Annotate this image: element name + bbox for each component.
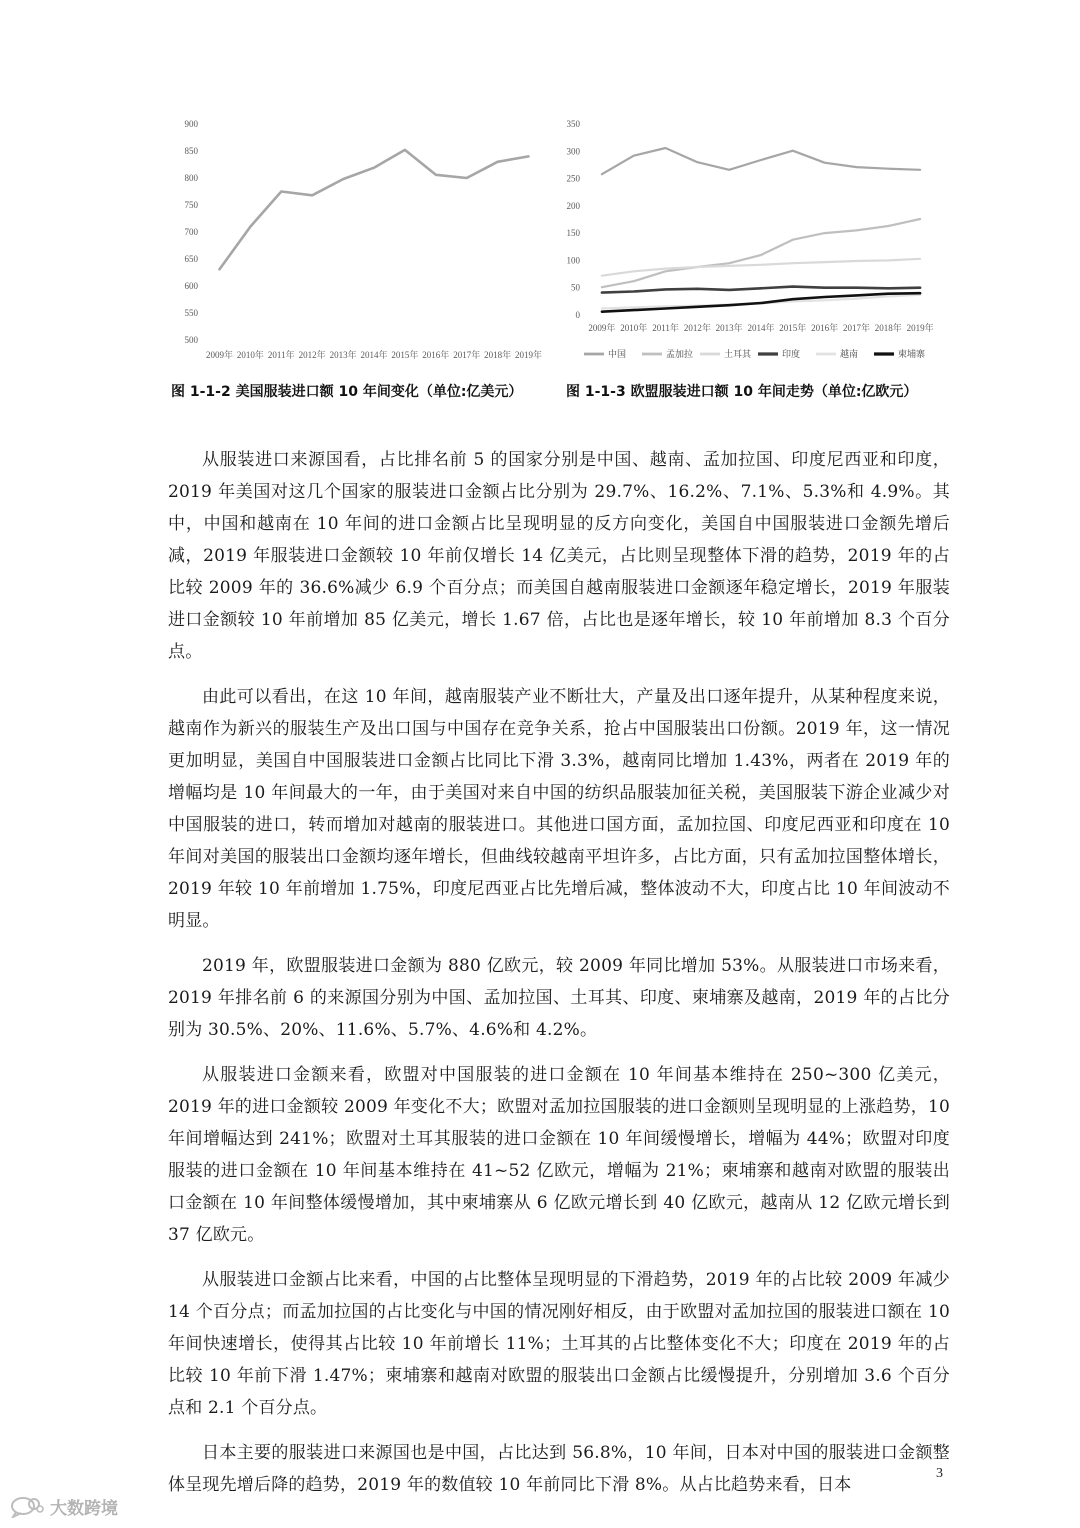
x-tick-label: 2012年 bbox=[298, 350, 326, 360]
y-tick-label: 100 bbox=[566, 255, 580, 266]
series-line-eu-4 bbox=[602, 295, 920, 309]
x-tick-label: 2018年 bbox=[874, 323, 902, 333]
x-tick-label: 2015年 bbox=[779, 323, 807, 333]
x-tick-label: 2014年 bbox=[747, 323, 775, 333]
series-line-eu-5 bbox=[602, 293, 920, 312]
legend-label: 印度 bbox=[782, 350, 801, 360]
x-tick-label: 2011年 bbox=[652, 323, 679, 333]
y-tick-label: 50 bbox=[571, 282, 580, 293]
eu-import-chart bbox=[556, 112, 946, 370]
x-tick-label: 2009年 bbox=[205, 350, 233, 360]
x-tick-label: 2011年 bbox=[267, 350, 295, 360]
watermark-text: 大数跨境 bbox=[50, 1499, 118, 1519]
y-tick-label: 200 bbox=[566, 200, 580, 211]
legend-label: 中国 bbox=[608, 350, 627, 360]
x-tick-label: 2012年 bbox=[683, 323, 711, 333]
legend-label: 柬埔寨 bbox=[898, 350, 926, 360]
legend-label: 孟加拉 bbox=[666, 350, 694, 360]
legend-label: 越南 bbox=[840, 350, 859, 360]
y-tick-label: 550 bbox=[184, 308, 198, 318]
x-tick-label: 2019年 bbox=[515, 350, 543, 360]
paragraph: 从服装进口来源国看，占比排名前 5 的国家分别是中国、越南、孟加拉国、印度尼西亚和印度，2019 年美国对这几个国家的服装进口金额占比分别为 29.7%、16.2%、7.1%、5.3%和 4.9%。其中，中国和越南在 10 年间的进口金额占比呈现明显的反方向变化，美国自中国服装进口金额先增后减，2019 年服装进口金额较 10 年前仅增长 14 亿美元，占比则呈现整体下滑的趋势，2019 年的占比较 2009 年的 36.6%减少 6.9 个百分点；而美国自越南服装进口金额逐年稳定增长，2019 年服装进口金额较 10 年前增加 85 亿美元，增长 1.67 倍，占比也是逐年增长，较 10 年前增加 8.3 个百分点。 bbox=[168, 450, 950, 662]
y-tick-label: 900 bbox=[184, 119, 198, 129]
article-body bbox=[168, 444, 950, 1514]
y-tick-label: 300 bbox=[566, 146, 580, 157]
x-tick-label: 2017年 bbox=[842, 323, 870, 333]
series-line-eu-1 bbox=[602, 219, 920, 287]
y-tick-label: 750 bbox=[184, 200, 198, 210]
x-tick-label: 2019年 bbox=[906, 323, 934, 333]
watermark bbox=[10, 1494, 118, 1519]
x-tick-label: 2009年 bbox=[588, 323, 616, 333]
y-tick-label: 650 bbox=[184, 254, 198, 264]
x-tick-label: 2014年 bbox=[360, 350, 388, 360]
speech-bubble-logo-icon bbox=[10, 1496, 44, 1518]
paragraph: 日本主要的服装进口来源国也是中国，占比达到 56.8%，10 年间，日本对中国的服装进口金额整体呈现先增后降的趋势，2019 年的数值较 10 年前同比下滑 8%。从占比趋势来看，日本 bbox=[168, 1443, 950, 1495]
paragraph: 由此可以看出，在这 10 年间，越南服装产业不断壮大，产量及出口逐年提升，从某种程度来说，越南作为新兴的服装生产及出口国与中国存在竞争关系，抢占中国服装出口份额。2019 年，这一情况更加明显，美国自中国服装进口金额占比同比下滑 3.3%，越南同比增加 1.43%，两者在 2019 年的增幅均是 10 年间最大的一年，由于美国对来自中国的纺织品服装加征关税，美国服装下游企业减少对中国服装的进口，转而增加对越南的服装进口。其他进口国方面，孟加拉国、印度尼西亚和印度在 10 年间对美国的服装出口金额均逐年增长，但曲线较越南平坦许多，占比方面，只有孟加拉国整体增长，2019 年较 10 年前增加 1.75%，印度尼西亚占比先增后减，整体波动不大，印度占比 10 年间波动不明显。 bbox=[168, 687, 950, 931]
x-tick-label: 2016年 bbox=[811, 323, 839, 333]
x-tick-label: 2010年 bbox=[620, 323, 648, 333]
figure-caption-right: 图 1-1-3 欧盟服装进口额 10 年间走势（单位:亿欧元） bbox=[566, 384, 918, 400]
figure-caption-left: 图 1-1-2 美国服装进口额 10 年间变化（单位:亿美元） bbox=[171, 384, 523, 400]
eu-import-chart-svg bbox=[556, 112, 946, 370]
x-tick-label: 2013年 bbox=[329, 350, 357, 360]
x-tick-label: 2010年 bbox=[236, 350, 264, 360]
legend-label: 土耳其 bbox=[724, 350, 752, 360]
series-line-eu-3 bbox=[602, 287, 920, 293]
paragraph: 2019 年，欧盟服装进口金额为 880 亿欧元，较 2009 年同比增加 53%。从服装进口市场来看，2019 年排名前 6 的来源国分别为中国、孟加拉国、土耳其、印度、柬埔寨及越南，2019 年的占比分别为 30.5%、20%、11.6%、5.7%、4.6%和 4.2%。 bbox=[168, 956, 950, 1040]
y-tick-label: 150 bbox=[566, 228, 580, 239]
x-tick-label: 2017年 bbox=[453, 350, 481, 360]
y-tick-label: 700 bbox=[184, 227, 198, 237]
y-tick-label: 350 bbox=[566, 119, 580, 129]
x-tick-label: 2015年 bbox=[391, 350, 419, 360]
series-line-eu-2 bbox=[602, 259, 920, 276]
paragraph: 从服装进口金额来看，欧盟对中国服装的进口金额在 10 年间基本维持在 250~300 亿美元，2019 年的进口金额较 2009 年变化不大；欧盟对孟加拉国服装的进口金额则呈现明显的上涨趋势，10 年间增幅达到 241%；欧盟对土耳其服装的进口金额在 10 年间缓慢增长，增幅为 44%；欧盟对印度服装的进口金额在 10 年间基本维持在 41~52 亿欧元，增幅为 21%；柬埔寨和越南对欧盟的服装出口金额在 10 年间整体缓慢增加，其中柬埔寨从 6 亿欧元增长到 40 亿欧元，越南从 12 亿欧元增长到 37 亿欧元。 bbox=[168, 1065, 950, 1245]
y-tick-label: 250 bbox=[566, 173, 580, 184]
y-tick-label: 600 bbox=[184, 281, 198, 291]
paragraph: 从服装进口金额占比来看，中国的占比整体呈现明显的下滑趋势，2019 年的占比较 2009 年减少 14 个百分点；而孟加拉国的占比变化与中国的情况刚好相反，由于欧盟对孟加拉国的服装进口额在 10 年间快速增长，使得其占比较 10 年前增长 11%；土耳其的占比整体变化不大；印度在 2019 年的占比较 10 年前下滑 1.47%；柬埔寨和越南对欧盟的服装出口金额占比缓慢提升，分别增加 3.6 个百分点和 2.1 个百分点。 bbox=[168, 1270, 950, 1418]
us-import-chart-svg bbox=[170, 112, 550, 370]
y-tick-label: 0 bbox=[575, 310, 580, 320]
x-tick-label: 2016年 bbox=[422, 350, 450, 360]
us-import-chart bbox=[170, 112, 550, 370]
y-tick-label: 800 bbox=[184, 173, 198, 183]
y-tick-label: 850 bbox=[184, 146, 198, 156]
series-line-eu-0 bbox=[602, 148, 920, 174]
x-tick-label: 2013年 bbox=[715, 323, 743, 333]
page-number: 3 bbox=[936, 1466, 943, 1481]
series-line-us bbox=[220, 150, 529, 269]
y-tick-label: 500 bbox=[184, 335, 198, 345]
x-tick-label: 2018年 bbox=[484, 350, 512, 360]
